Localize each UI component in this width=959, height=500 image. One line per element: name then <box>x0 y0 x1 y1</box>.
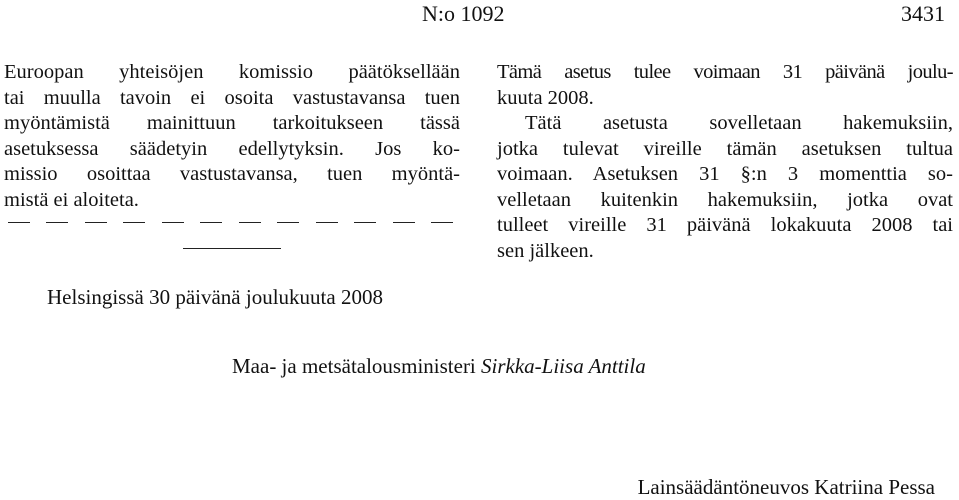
left-column <box>4 60 460 213</box>
left-line: asetuksessa säädetyin edellytyksin. Jos ko- <box>4 137 460 160</box>
dash-separator <box>8 222 453 224</box>
horizontal-rule <box>183 248 281 249</box>
counsel-signature: Lainsäädäntöneuvos Katriina Pessa <box>637 475 935 499</box>
right-line: kuuta 2008. <box>497 86 594 109</box>
document-number: N:o 1092 <box>422 1 505 26</box>
minister-signature <box>232 352 646 380</box>
minister-title: Maa- ja metsätalousministeri <box>232 354 476 378</box>
right-line: Tätä asetusta sovelletaan hakemuksiin, <box>525 112 953 134</box>
place-and-date: Helsingissä 30 päivänä joulukuuta 2008 <box>47 285 383 309</box>
left-line: Euroopan yhteisöjen komissio päätöksellään <box>4 61 460 83</box>
right-line: tulleet vireille 31 päivänä lokakuuta 2008 tai <box>497 214 953 236</box>
right-column <box>497 60 953 264</box>
left-line: tai muulla tavoin ei osoita vastustavansa tuen <box>4 86 460 109</box>
right-line: jotka tulevat vireille tämän asetuksen tultua <box>497 137 953 160</box>
left-line: myöntämistä mainittuun tarkoitukseen tässä <box>4 112 460 134</box>
right-line: Tämä asetus tulee voimaan 31 päivänä joulu- <box>497 61 953 83</box>
right-line: voimaan. Asetuksen 31 §:n 3 momenttia so- <box>497 163 953 185</box>
left-line: missio osoittaa vastustavansa, tuen myöntä- <box>4 163 460 185</box>
right-line: sen jälkeen. <box>497 239 594 262</box>
minister-name: Sirkka-Liisa Anttila <box>481 354 646 378</box>
right-line: velletaan kuitenkin hakemuksiin, jotka ovat <box>497 188 953 211</box>
page-number: 3431 <box>901 1 945 26</box>
left-line: mistä ei aloiteta. <box>4 188 139 211</box>
